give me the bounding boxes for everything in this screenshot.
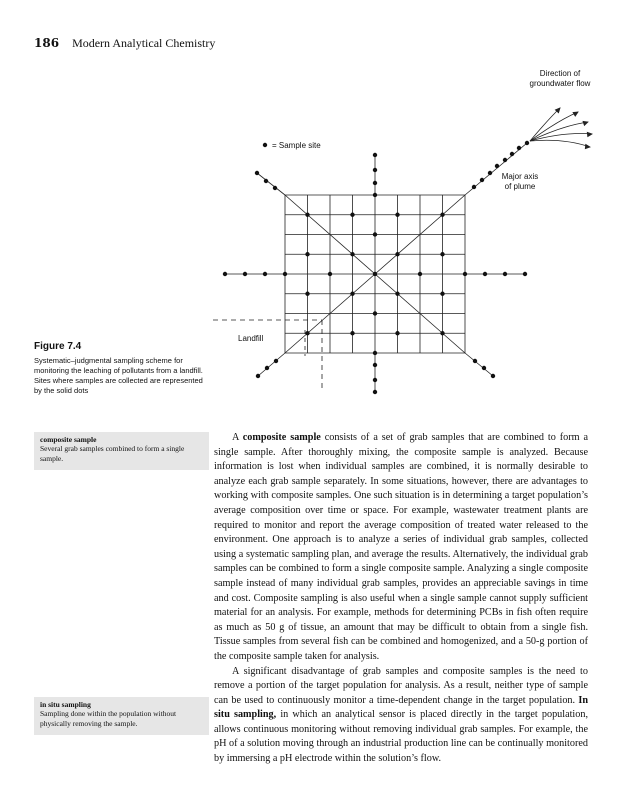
sample-site-dot [525,141,529,145]
sample-site-dot [517,146,521,150]
body-text [214,431,588,767]
sample-site-dot [491,374,495,378]
running-title: Modern Analytical Chemistry [72,36,216,50]
plume-label-1: Major axis [501,172,539,181]
sample-site-dot [350,252,354,256]
flow-arrow [530,112,578,141]
margin-note-composite [34,432,209,470]
sample-site-dot [373,363,377,367]
sample-site-dot [373,390,377,394]
sample-site-dot [373,193,377,197]
sample-site-dot [418,272,422,276]
sample-site-dot [473,359,477,363]
margin-note-in-situ [34,697,209,735]
sample-site-dot [395,213,399,217]
sample-site-dot [350,292,354,296]
flow-arrow [530,140,590,147]
flow-arrow [530,108,560,141]
sample-site-dot [373,168,377,172]
plume-label-2: of plume [504,182,536,191]
paragraph-in-situ: A significant disadvantage of grab samples and composite samples is the need to remove a portion of the target population for analysis. As a result, neither type of sample can be used to continuously monitor a time-dependent change in the target population. In situ sampling, in which an analytical sensor is placed directly in the target population, allows continuous monitoring without removing individual grab samples. For example, the pH of a solution moving through an industrial production line can be continually monitored by immersing a pH electrode within the solution’s flow. [214,665,589,765]
sample-site-dot [373,232,377,236]
sample-site-dot [395,252,399,256]
sample-site-dot [256,374,260,378]
margin-definition: Sampling done within the population without physically removing the sample. [40,709,177,728]
sample-site-dot [488,171,492,175]
sample-site-dot [328,272,332,276]
sample-site-dot [373,272,377,276]
term-composite-sample: composite sample [242,432,321,443]
direction-label-1: Direction of [539,69,581,78]
sample-site-dot [274,359,278,363]
arm-line [465,353,493,376]
sample-site-dot [243,272,247,276]
sample-site-dot [463,272,467,276]
page-number: 186 [34,36,60,50]
sample-site-dot [503,272,507,276]
margin-definition: Several grab samples combined to form a single sample. [40,444,185,463]
legend-label: = Sample site [272,141,321,150]
sample-site-dot [440,331,444,335]
margin-term: in situ sampling [40,700,91,709]
direction-label-2: groundwater flow [529,79,591,88]
sample-site-dot [305,252,309,256]
sample-site-dot [440,292,444,296]
sample-site-dot [350,331,354,335]
sample-site-dot [223,272,227,276]
sample-site-dot [273,186,277,190]
sample-site-dot [373,351,377,355]
sample-site-dot [373,153,377,157]
flow-arrowhead [587,132,592,136]
sample-site-dot [373,311,377,315]
sample-site-dot [305,331,309,335]
sample-site-dot [263,272,267,276]
sample-site-dot [255,171,259,175]
arm-line [258,353,285,376]
sample-site-dot [503,158,507,162]
sample-site-dot [305,292,309,296]
flow-arrowhead [583,121,588,125]
paragraph-composite: A composite sample consists of a set of grab samples that are combined to form a single sample. After thoroughly mixing, the composite sample is analyzed. Because information is lost when individual samples are combined, it is normally desirable to analyze each grab sample separately. In some situations, however, there are advantages to working with composite samples. One such situation is in determining a target population’s average composition over time or space. For example, wastewater treatment plants are required to monitor and report the average composition of treated water released to the environment. One approach is to analyze a series of individual grab samples, collected using a systematic sampling plan, and average the results. Alternatively, the individual grab samples can be combined to form a single composite sample. Analyzing a single composite sample instead of many individual grab samples, provides an appreciable savings in time and cost. Composite sampling is also useful when a single sample cannot supply sufficient material for an analysis. For example, methods for determining PCBs in fish often require as much as 50 g of tissue, an amount that may be difficult to obtain from a single fish. Tissue samples from several fish can be combined and homogenized, and a 50-g portion of the composite sample taken for analysis. [214,432,588,662]
landfill-label: Landfill [238,334,264,343]
sample-site-dot [395,331,399,335]
flow-arrow [530,122,588,141]
flow-arrowhead [573,112,578,116]
caption-title: Figure 7.4 [34,341,82,352]
sample-site-dot [283,272,287,276]
sample-site-dot [482,366,486,370]
sample-site-dot [373,378,377,382]
sample-site-dot [495,164,499,168]
sample-site-dot [440,213,444,217]
flow-arrowhead [585,144,590,148]
figure-caption [34,341,204,396]
arm-line [257,173,285,195]
term-in-situ-sampling: In situ sampling, [214,694,588,721]
sample-site-dot [395,292,399,296]
sample-site-dot [510,152,514,156]
sample-site-dot [305,213,309,217]
sample-site-dot [523,272,527,276]
margin-term: composite sample [40,435,97,444]
sample-site-dot [373,181,377,185]
sample-site-dot [264,179,268,183]
sample-site-dot [472,185,476,189]
caption-text: Systematic–judgmental sampling scheme for monitoring the leaching of pollutants from a landfill. Sites where samples are collected are represented by the solid dots [34,356,203,395]
sample-site-dot [350,213,354,217]
sample-site-dot [480,178,484,182]
legend-dot [263,143,267,147]
sample-site-dot [265,366,269,370]
sample-site-dot [483,272,487,276]
sample-site-dot [440,252,444,256]
